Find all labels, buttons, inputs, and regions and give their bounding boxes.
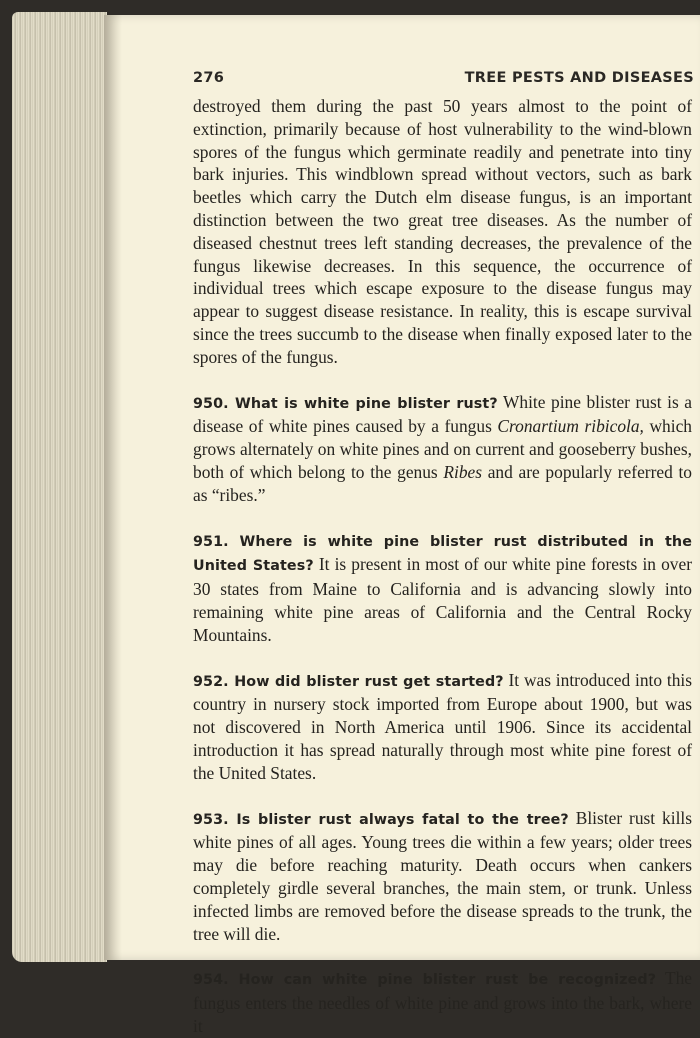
question-952-heading: 952. How did blister rust get started? xyxy=(193,673,504,690)
question-953 xyxy=(193,807,692,946)
body-text xyxy=(193,95,692,1038)
running-head xyxy=(193,70,694,86)
book-page xyxy=(104,15,700,1036)
intro-paragraph: destroyed them during the past 50 years almost to the point of extinction, primarily because of host vulnerability to the wind-blown spores of the fungus which germinate readily and penetrate into tiny bark injuries. This windblown spread without vectors, such as bark beetles which carry the Dutch elm disease fungus, is an important distinction between the two great tree diseases. As the number of diseased chestnut trees left standing decreases, the prevalence of the fungus likewise decreases. In this sequence, the occurrence of individual trees which escape exposure to the disease fungus may appear to suggest disease resistance. In reality, this is escape survival since the trees succumb to the disease when finally exposed later to the spores of the fungus. xyxy=(193,96,692,367)
species-name: Cronartium ribicola, xyxy=(497,416,644,437)
question-953-heading: 953. Is blister rust always fatal to the tree? xyxy=(193,811,569,828)
question-954-heading: 954. How can white pine blister rust be recognized? xyxy=(193,972,657,989)
answer-950-part-a: White pine blister rust is a disease of white pines caused by a fungus xyxy=(193,391,693,437)
answer-954: The fungus enters the needles of white pine and grows into the bark, where it xyxy=(193,968,692,1036)
question-951-heading: 951. Where is white pine blister rust distributed in the United States? xyxy=(193,533,692,575)
answer-951: It is present in most of our white pine forests in over 30 states from Maine to California and is advancing slowly into remaining white pine areas of California and the Central Rocky Mountains. xyxy=(193,554,692,645)
page-edges xyxy=(12,12,107,962)
answer-950-part-c: and are popularly referred to as “ribes.” xyxy=(193,461,692,505)
genus-name: Ribes xyxy=(443,461,483,482)
question-951 xyxy=(193,529,692,647)
answer-953: Blister rust kills white pines of all ages. Young trees die within a few years; older trees may die before reaching maturity. Death occurs when cankers completely girdle several branches, the main stem, or trunk. Unless infected limbs are removed before the disease spreads to the trunk, the tree will die. xyxy=(193,807,692,944)
running-title: TREE PESTS AND DISEASES xyxy=(464,70,694,86)
spine-shadow xyxy=(104,15,122,960)
question-952 xyxy=(193,669,692,785)
answer-952: It was introduced into this country in nursery stock imported from Europe about 1900, but was not discovered in North America until 1906. Since its accidental introduction it has spread naturally through most white pine forest of the United States. xyxy=(193,669,692,783)
answer-950-part-b: which grows alternately on white pines and on current and gooseberry bushes, both of which belong to the genus xyxy=(193,416,692,482)
page-number: 276 xyxy=(193,70,225,86)
question-954 xyxy=(193,967,692,1037)
question-950 xyxy=(193,391,692,507)
question-950-heading: 950. What is white pine blister rust? xyxy=(193,395,498,412)
